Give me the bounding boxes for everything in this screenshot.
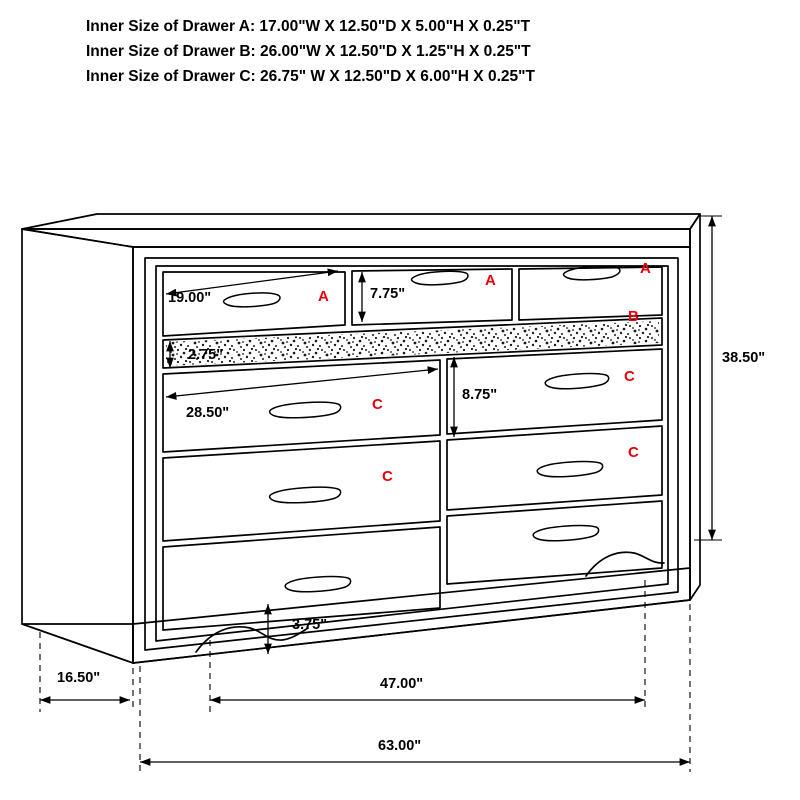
dim-label-height-jewel-drawer: 2.75" (188, 347, 224, 363)
dim-label-overall-height: 38.50" (722, 350, 766, 366)
drawer-pulls (224, 266, 620, 591)
dresser-right-edge (690, 214, 700, 600)
dim-label-base-height: 3.75" (292, 617, 328, 633)
sparkle-texture-band (166, 321, 659, 366)
drawer-c-right-lower (447, 426, 662, 510)
spec-line-drawer-c: Inner Size of Drawer C: 26.75" W X 12.50"D X 6.00"H X 0.25"T (86, 68, 535, 85)
spec-line-drawer-a: Inner Size of Drawer A: 17.00"W X 12.50"D X 5.00"H X 0.25"T (86, 18, 531, 35)
spec-line-drawer-b: Inner Size of Drawer B: 26.00"W X 12.50"D X 1.25"H X 0.25"T (86, 43, 531, 60)
drawer-tag-c-right-lower: C (628, 444, 639, 461)
dresser-base-band (133, 568, 690, 663)
drawer-tag-b-right: B (628, 308, 639, 325)
dim-label-width-top-drawer: 19.00" (168, 290, 212, 306)
drawer-tag-c-left-lower: C (382, 468, 393, 485)
drawer-tag-a-center: A (485, 272, 496, 289)
dim-label-height-top-drawer: 7.75" (370, 286, 406, 302)
drawer-c-right-bottom (447, 501, 662, 584)
drawer-c-left-lower (163, 441, 440, 541)
drawer-tag-c-right-upper: C (624, 368, 635, 385)
dim-label-overall-width: 63.00" (378, 738, 422, 754)
dresser-top-surface (22, 214, 700, 229)
drawer-tag-c-left-upper: C (372, 396, 383, 413)
drawer-tag-a-left: A (318, 288, 329, 305)
dim-label-height-lower-drawer: 8.75" (462, 387, 498, 403)
dresser-top-front-edge (22, 229, 690, 247)
dim-label-front-width: 47.00" (380, 676, 424, 692)
drawer-tag-a-right: A (640, 260, 651, 277)
dresser-left-side (22, 229, 133, 663)
dresser-base-left (22, 624, 133, 663)
dim-label-width-lower-drawer: 28.50" (186, 405, 230, 421)
dim-label-depth: 16.50" (57, 670, 101, 686)
